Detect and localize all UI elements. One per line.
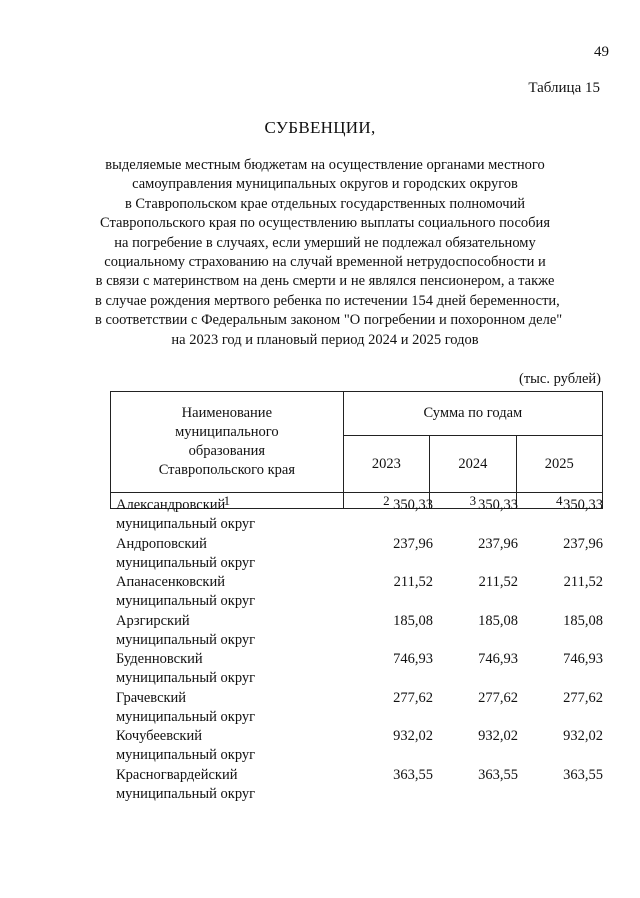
header-year-2024: 2024 [430,436,516,493]
table-header [110,391,603,509]
name-line: Арзгирский [116,612,190,629]
units-label: (тыс. рублей) [519,371,601,387]
table-row [116,496,603,535]
header-name-line: Наименование [181,405,273,421]
page-number: 49 [594,44,609,60]
header-name-line: Ставропольского края [158,462,295,478]
name-line: муниципальный округ [116,631,256,648]
name-line: Буденновский [116,651,203,667]
header-year-2023: 2023 [343,436,429,493]
name-line: муниципальный округ [116,593,256,609]
value-2024: 185,08 [478,612,518,629]
subtitle-line: на погребение в случаях, если умерший не подлежал обязательному [114,234,536,251]
name-line: муниципальный округ [116,670,256,686]
subtitle-line: в соответствии с Федеральным законом "О погребении и похоронном деле" [95,312,563,329]
subtitle-line: в связи с материнством на день смерти и не являлся пенсионером, а также [95,273,555,290]
table-row [116,766,603,805]
subtitle-line: выделяемые местным бюджетам на осуществление органами местного [105,157,545,173]
municipality-name [116,727,255,765]
document-title: СУБВЕНЦИИ, [264,118,376,137]
value-2025: 211,52 [563,574,603,590]
value-2024: 363,55 [478,766,518,783]
table-row [116,573,603,612]
value-2023: 746,93 [393,651,433,667]
municipality-name [116,612,255,650]
value-2025: 277,62 [563,689,603,706]
municipality-name [116,650,255,688]
value-2023: 932,02 [393,728,433,744]
table-row [116,727,603,766]
municipality-name [116,535,255,573]
municipality-name [116,573,255,611]
table-body [116,496,603,804]
name-line: Кочубеевский [116,728,202,744]
value-2024: 350,33 [478,497,518,513]
table-row [116,612,603,651]
column-number: 3 [430,493,516,509]
value-2023: 350,33 [393,497,433,513]
table-row [116,689,603,728]
value-2023: 363,55 [393,766,433,783]
subtitle-line: самоуправления муниципальных округов и городских округов [132,176,518,193]
header-name-line: муниципального [175,424,279,440]
municipality-name [116,689,255,727]
value-2025: 363,55 [563,766,603,783]
value-2024: 211,52 [478,574,518,590]
header-sum-cell: Сумма по годам [343,392,602,436]
name-line: муниципальный округ [116,747,256,763]
subtitle-line: в случае рождения мертвого ребенка по истечении 154 дней беременности, [95,292,560,309]
name-line: Красногвардейский [116,766,238,783]
table-row [116,650,603,689]
name-line: Апанасенковский [116,574,225,590]
value-2025: 350,33 [563,497,603,513]
column-number: 1 [111,493,344,509]
value-2023: 211,52 [393,574,433,590]
name-line: муниципальный округ [116,554,256,571]
column-number: 2 [343,493,429,509]
subtitle-line: на 2023 год и плановый период 2024 и 2025 годов [171,331,479,348]
header-year-2025: 2025 [516,436,602,493]
name-line: Александровский [116,497,226,513]
value-2025: 185,08 [563,612,603,629]
value-2025: 237,96 [563,535,603,552]
subtitle-line: в Ставропольском крае отдельных государственных полномочий [124,195,526,212]
subtitle-line: Ставропольского края по осуществлению выплаты социального пособия [99,215,550,232]
value-2024: 746,93 [478,651,518,667]
value-2023: 277,62 [393,689,433,706]
value-2023: 185,08 [393,612,433,629]
name-line: муниципальный округ [116,708,256,725]
subtitle-line: социальному страхованию на случай временной нетрудоспособности и [104,254,546,271]
name-line: Грачевский [116,689,187,706]
name-line: муниципальный округ [116,785,256,802]
value-2025: 932,02 [563,728,603,744]
value-2025: 746,93 [563,651,603,667]
header-name-line: образования [188,443,266,459]
table-row [116,535,603,574]
value-2023: 237,96 [393,535,433,552]
table-label: Таблица 15 [528,80,600,96]
municipality-name [116,766,255,804]
header-name-cell [111,392,344,493]
document-subtitle [95,156,563,350]
value-2024: 932,02 [478,728,518,744]
value-2024: 277,62 [478,689,518,706]
name-line: Андроповский [116,535,207,552]
column-number: 4 [516,493,602,509]
value-2024: 237,96 [478,535,518,552]
municipality-name [116,496,255,534]
name-line: муниципальный округ [116,516,256,532]
